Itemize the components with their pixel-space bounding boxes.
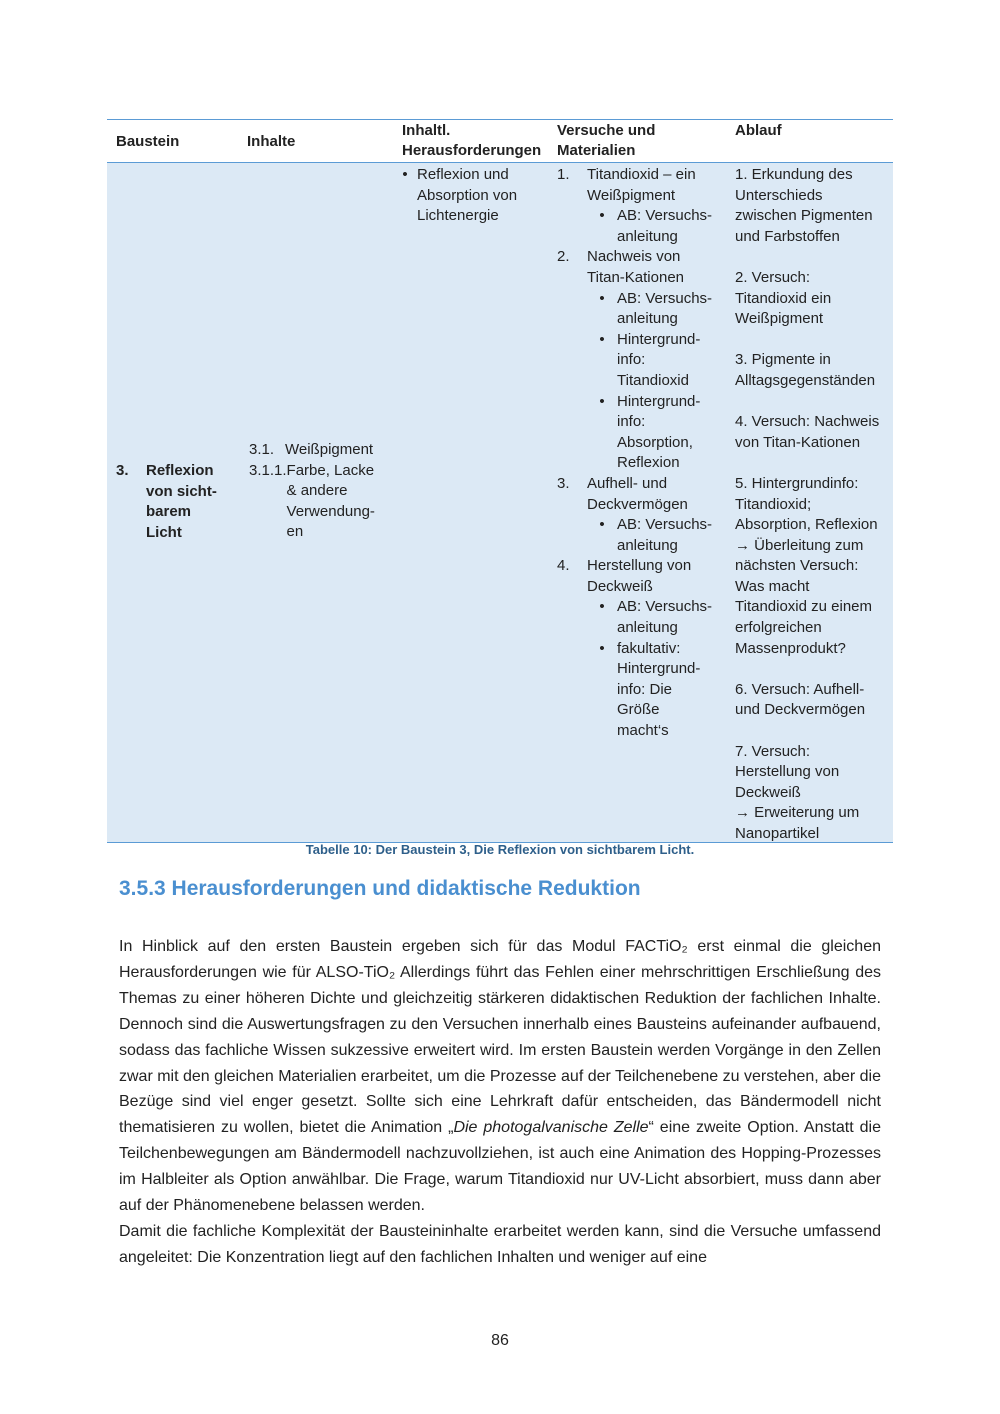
ablauf-step: 2. Versuch: Titandioxid ein Weißpigment [735, 268, 832, 328]
bullet-icon: • [599, 330, 605, 348]
sub-list-item: • AB: Versuchs- anleitung [557, 206, 727, 247]
ablauf-step: 5. Hintergrundinfo: Titandioxid; Absorption, Reflexion → Überleitung zum nächsten Versuch: Was macht Titandioxid zu einem erfolgreichen Massenprodukt? [735, 474, 878, 657]
paragraph: In Hinblick auf den ersten Baustein ergeben sich für das Modul FACTiO₂ erst einmal die gleichen Herausforderungen wie für ALSO-TiO₂ Allerdings führt das Fehlen einer mehrschrittigen Erschließung des Themas zu einer höheren Dichte und gleichzeitig stärkeren didaktischen Reduktion der fachlichen Inhalte. Dennoch sind die Auswertungsfragen zu den Versuchen innerhalb eines Bausteins aufeinander aufbauend, sodass das fachliche Wissen sukzessive erweitert wird. Im ersten Baustein werden Vorgänge in den Zellen zwar mit den gleichen Materialien erarbeitet, um die Prozesse auf der Teilchenebene zu verstehen, aber die Bezüge sind viel enger gesetzt. Sollte sich eine Lehrkraft dafür entscheiden, das Bändermodell nicht thematisieren zu wollen, bietet die Animation „Die photogalvanische Zelle“ eine zweite Option. Anstatt die Teilchenbewegungen am Bändermodell nachzuvollziehen, ist auch eine Animation des Hopping-Prozesses im Halbleiter als Option anwählbar. Die Frage, warum Titandioxid nur UV-Licht absorbiert, muss dann aber auf der Phänomenebene belassen werden. [119, 938, 881, 1215]
bullet-icon: • [599, 289, 605, 307]
cell-ablauf [735, 165, 893, 845]
cell-baustein: 3. Reflexion von sicht- barem Licht [116, 461, 241, 543]
header-baustein: Baustein [116, 133, 180, 150]
list-item: 3.1.1. Farbe, Lacke & andere Verwendung- en [249, 461, 375, 541]
sub-list-item: • AB: Versuchs- anleitung [557, 515, 727, 556]
page-number: 86 [491, 1332, 509, 1349]
sub-list-item: • fakultativ: Hintergrund- info: Die Größe macht‘s [557, 639, 727, 742]
cell-inhalte [249, 440, 389, 543]
table-header [107, 120, 893, 163]
ablauf-step: 4. Versuch: Nachweis von Titan-Kationen [735, 413, 880, 451]
ablauf-step: 1. Erkundung des Unterschieds zwischen Pigmenten und Farbstoffen [735, 166, 873, 245]
table-caption: Tabelle 10: Der Baustein 3, Die Reflexion von sichtbarem Licht. [305, 842, 695, 857]
bullet-icon: • [599, 639, 605, 657]
ablauf-step: 6. Versuch: Aufhell- und Deckvermögen [735, 680, 866, 719]
body-text [119, 934, 881, 1271]
bullet-icon: • [599, 516, 605, 534]
paragraph: Damit die fachliche Komplexität der Bausteininhalte erarbeitet werden kann, sind die Versuche umfassend angeleitet: Die Konzentration liegt auf den fachlichen Inhalten und weniger auf eine [119, 1222, 881, 1266]
list-item: 1. Titandioxid – ein Weißpigment [557, 166, 696, 204]
cell-herausforderungen [393, 165, 543, 227]
sub-list-item: • AB: Versuchs- anleitung [557, 597, 727, 638]
sub-list-item: • Hintergrund- info: Absorption, Reflexion [557, 392, 727, 474]
header-ablauf: Ablauf [735, 122, 782, 139]
list-item: 4. Herstellung von Deckweiß [557, 557, 692, 595]
sub-list-item: • Hintergrund- info: Titandioxid [557, 330, 727, 392]
list-item: 3. Aufhell- und Deckvermögen [557, 474, 688, 513]
ablauf-step: 7. Versuch: Herstellung von Deckweiß → Erweiterung um Nanopartikel [735, 742, 860, 842]
overview-table [107, 119, 893, 843]
baustein-number: 3. [116, 462, 129, 479]
bullet-icon: • [402, 166, 408, 183]
table-body [107, 163, 893, 842]
header-versuche: Versuche und Materialien [557, 122, 656, 159]
header-inhalte: Inhalte [247, 133, 296, 150]
list-item: 3.1. Weißpigment [249, 441, 374, 458]
header-herausforderungen: Inhaltl. Herausforderungen [402, 122, 542, 159]
sub-list-item: • AB: Versuchs- anleitung [557, 289, 727, 330]
bullet-icon: • [599, 598, 605, 616]
list-item: • Reflexion und Absorption von Lichtenergie [393, 165, 543, 227]
bullet-icon: • [599, 392, 605, 410]
list-item: 2. Nachweis von Titan-Kationen [557, 248, 685, 286]
section-heading: 3.5.3 Herausforderungen und didaktische Reduktion [119, 877, 641, 900]
cell-versuche [557, 165, 727, 742]
ablauf-step: 3. Pigmente in Alltagsgegenständen [735, 351, 876, 389]
bullet-icon: • [599, 207, 605, 225]
